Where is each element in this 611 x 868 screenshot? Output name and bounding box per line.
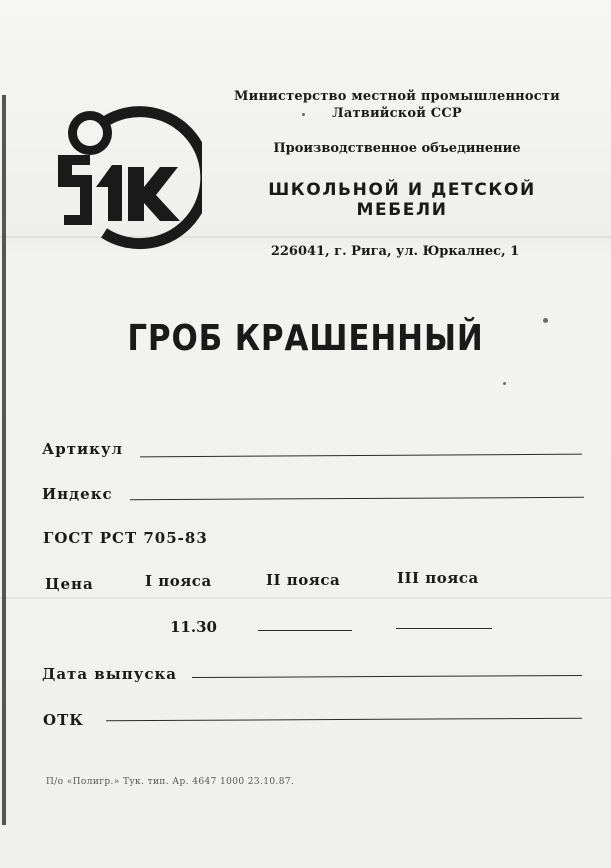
company-address: 226041, г. Рига, ул. Юркалнес, 1: [270, 244, 520, 259]
company-name: [242, 180, 562, 220]
fold-line: [0, 597, 611, 599]
index-label: Индекс: [42, 485, 113, 503]
page-edge: [2, 95, 6, 825]
company-line-1: ШКОЛЬНОЙ И ДЕТСКОЙ: [268, 180, 536, 200]
zone-3-price-line: [396, 628, 492, 629]
paper-speck: [543, 318, 548, 323]
otk-label: ОТК: [43, 711, 84, 729]
article-label: Артикул: [42, 440, 124, 458]
association-label: Производственное объединение: [273, 141, 521, 156]
price-label: Цена: [45, 575, 94, 593]
print-imprint: П/о «Полигр.» Тук. тип. Ар. 4647 1000 23.10.87.: [46, 777, 295, 787]
index-field-line: [130, 497, 584, 500]
gost-standard: ГОСТ РСТ 705-83: [43, 529, 208, 547]
company-line-2: МЕБЕЛИ: [356, 200, 448, 220]
zone-2-label: II пояса: [266, 571, 341, 589]
school-furniture-logo-icon: [52, 103, 202, 253]
zone-1-price: 11.30: [170, 618, 217, 636]
zone-1-label: I пояса: [145, 572, 212, 590]
release-date-label: Дата выпуска: [42, 665, 178, 683]
paper-speck: [503, 382, 506, 385]
ministry-line-2: Латвийской ССР: [332, 106, 462, 121]
product-title: ГРОБ КРАШЕННЫЙ: [127, 318, 484, 359]
release-date-field-line: [192, 675, 582, 678]
zone-3-label: III пояса: [397, 569, 479, 587]
ministry-name: [232, 88, 562, 122]
article-field-line: [140, 454, 582, 458]
paper-speck: [302, 113, 305, 116]
otk-field-line: [106, 718, 582, 721]
zone-2-price-line: [258, 630, 352, 631]
ministry-line-1: Министерство местной промышленности: [234, 89, 560, 104]
